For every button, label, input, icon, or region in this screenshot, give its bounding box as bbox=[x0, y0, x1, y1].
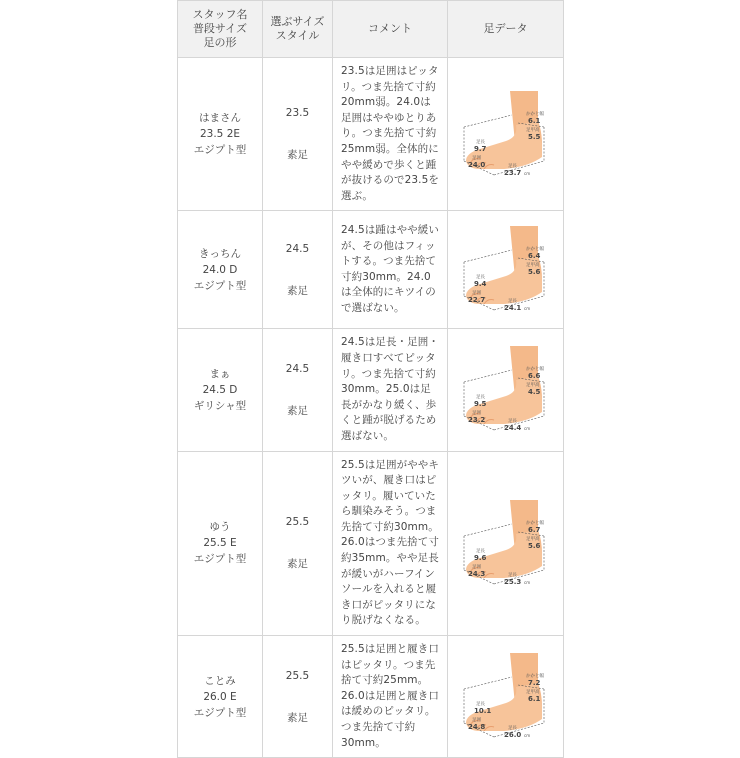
girth-label: 足囲 bbox=[471, 291, 481, 297]
table-row bbox=[178, 636, 564, 758]
header-row bbox=[178, 1, 564, 58]
instep-value: 5.5 bbox=[527, 132, 540, 141]
unit-label: cm bbox=[523, 733, 530, 739]
girth-label: 足囲 bbox=[471, 718, 481, 724]
length-value: 26.0 bbox=[503, 731, 521, 740]
girth-label: 足囲 bbox=[471, 155, 481, 161]
instep-value: 5.6 bbox=[527, 268, 540, 277]
staff-size-table bbox=[177, 0, 564, 758]
table-row bbox=[178, 211, 564, 329]
comment: 23.5は足囲はピッタリ。つま先捨て寸約20mm弱。24.0は足囲はややゆとりあり。つま先捨て寸約25mm弱。全体的にやや緩めで歩くと踵が抜けるので23.5を選ぶ。 bbox=[333, 58, 448, 211]
foot-shape: エジプト型 bbox=[193, 553, 247, 566]
instep-value: 5.6 bbox=[527, 541, 540, 550]
staff-cell bbox=[178, 329, 263, 451]
foot-diagram bbox=[458, 222, 554, 314]
instep-value: 6.1 bbox=[527, 695, 540, 704]
heel-value: 6.1 bbox=[527, 116, 540, 125]
instep-height-label: 足長 bbox=[475, 548, 485, 554]
chosen-size: 25.5 bbox=[285, 516, 310, 529]
girth-label: 足囲 bbox=[471, 411, 481, 417]
heel-value: 6.7 bbox=[527, 525, 540, 534]
staff-name: ゆう bbox=[209, 521, 231, 534]
size-cell bbox=[263, 636, 333, 758]
foot-shape: エジプト型 bbox=[193, 279, 247, 292]
heel-label: かかと幅 bbox=[525, 247, 544, 253]
girth-value: 24.3 bbox=[467, 569, 485, 578]
style: 素足 bbox=[287, 284, 308, 297]
heel-label: かかと幅 bbox=[525, 674, 544, 680]
unit-label: cm bbox=[523, 426, 530, 432]
staff-cell bbox=[178, 211, 263, 329]
usual-size: 26.0 E bbox=[203, 690, 237, 703]
length-label: 足長 bbox=[507, 299, 517, 305]
chosen-size: 25.5 bbox=[285, 669, 310, 682]
header-foot-data: 足データ bbox=[448, 1, 564, 58]
staff-cell bbox=[178, 636, 263, 758]
foot-diagram bbox=[458, 496, 554, 588]
heel-value: 7.2 bbox=[527, 679, 540, 688]
length-label: 足長 bbox=[507, 726, 517, 732]
instep-height-value: 9.4 bbox=[473, 280, 486, 289]
foot-data-cell bbox=[448, 451, 564, 636]
staff-cell bbox=[178, 451, 263, 636]
instep-value: 4.5 bbox=[527, 388, 540, 397]
heel-label: かかと幅 bbox=[525, 520, 544, 526]
chosen-size: 23.5 bbox=[285, 107, 310, 120]
table-row bbox=[178, 329, 564, 451]
size-cell bbox=[263, 329, 333, 451]
girth-value: 22.7 bbox=[467, 296, 485, 305]
style: 素足 bbox=[287, 149, 308, 162]
foot-data-cell bbox=[448, 636, 564, 758]
staff-name: まぁ bbox=[209, 367, 231, 380]
girth-value: 24.8 bbox=[467, 723, 485, 732]
staff-cell bbox=[178, 58, 263, 211]
instep-height-label: 足長 bbox=[475, 275, 485, 281]
heel-label: かかと幅 bbox=[525, 111, 544, 117]
length-label: 足長 bbox=[507, 419, 517, 425]
staff-name: ことみ bbox=[204, 674, 236, 687]
instep-height-value: 9.6 bbox=[473, 553, 486, 562]
instep-label: 足甲高 bbox=[525, 383, 539, 389]
comment: 24.5は足長・足囲・履き口すべてピッタリ。つま先捨て寸約30mm。25.0は足長がかなり緩く、歩くと踵が脱げるため選ばない。 bbox=[333, 329, 448, 451]
instep-height-value: 9.5 bbox=[473, 400, 486, 409]
comment: 25.5は足囲と履き口はピッタリ。つま先捨て寸約25mm。26.0は足囲と履き口は緩めのピッタリ。つま先捨て寸約30mm。 bbox=[333, 636, 448, 758]
table-row bbox=[178, 58, 564, 211]
instep-height-label: 足長 bbox=[475, 395, 485, 401]
foot-diagram bbox=[458, 342, 554, 434]
staff-name: きっちん bbox=[199, 247, 241, 260]
instep-label: 足甲高 bbox=[525, 690, 539, 696]
staff-name: はまさん bbox=[199, 112, 241, 125]
style: 素足 bbox=[287, 711, 308, 724]
foot-data-cell bbox=[448, 58, 564, 211]
girth-value: 24.0 bbox=[467, 160, 485, 169]
usual-size: 24.0 D bbox=[202, 263, 238, 276]
instep-label: 足甲高 bbox=[525, 263, 539, 269]
girth-value: 23.2 bbox=[467, 416, 485, 425]
length-label: 足長 bbox=[507, 163, 517, 169]
usual-size: 25.5 E bbox=[203, 537, 237, 550]
foot-shape: エジプト型 bbox=[193, 144, 247, 157]
instep-height-label: 足長 bbox=[475, 139, 485, 145]
comment: 25.5は足囲がややキツいが、履き口はピッタリ。履いていたら馴染みそう。つま先捨て寸約30mm。26.0はつま先捨て寸約35mm。やや足長が緩いがハーフインソールを入れると履き口がピッタリになり脱げなくなる。 bbox=[333, 451, 448, 636]
heel-label: かかと幅 bbox=[525, 367, 544, 373]
instep-label: 足甲高 bbox=[525, 127, 539, 133]
chosen-size: 24.5 bbox=[285, 362, 310, 375]
unit-label: cm bbox=[523, 306, 530, 312]
header-comment: コメント bbox=[333, 1, 448, 58]
header-staff: スタッフ名 普段サイズ 足の形 bbox=[178, 1, 263, 58]
unit-label: cm bbox=[523, 579, 530, 585]
size-cell bbox=[263, 451, 333, 636]
instep-height-label: 足長 bbox=[475, 702, 485, 708]
comment: 24.5は踵はやや緩いが、その他はフィットする。つま先捨て寸約30mm。24.0は全体的にキツイので選ばない。 bbox=[333, 211, 448, 329]
length-value: 24.1 bbox=[503, 304, 521, 313]
girth-label: 足囲 bbox=[471, 564, 481, 570]
foot-data-cell bbox=[448, 329, 564, 451]
length-value: 25.3 bbox=[503, 577, 521, 586]
instep-label: 足甲高 bbox=[525, 536, 539, 542]
instep-height-value: 9.7 bbox=[473, 144, 486, 153]
table-row bbox=[178, 451, 564, 636]
chosen-size: 24.5 bbox=[285, 242, 310, 255]
style: 素足 bbox=[287, 558, 308, 571]
header-size: 選ぶサイズ スタイル bbox=[263, 1, 333, 58]
foot-shape: エジプト型 bbox=[193, 706, 247, 719]
instep-height-value: 10.1 bbox=[473, 707, 491, 716]
style: 素足 bbox=[287, 404, 308, 417]
usual-size: 23.5 2E bbox=[199, 128, 241, 141]
foot-data-cell bbox=[448, 211, 564, 329]
heel-value: 6.6 bbox=[527, 372, 540, 381]
foot-diagram bbox=[458, 87, 554, 179]
size-cell bbox=[263, 211, 333, 329]
foot-diagram bbox=[458, 649, 554, 741]
usual-size: 24.5 D bbox=[202, 383, 238, 396]
length-value: 24.4 bbox=[503, 424, 521, 433]
heel-value: 6.4 bbox=[527, 252, 540, 261]
length-label: 足長 bbox=[507, 572, 517, 578]
size-cell bbox=[263, 58, 333, 211]
length-value: 23.7 bbox=[503, 168, 521, 177]
unit-label: cm bbox=[523, 170, 530, 176]
foot-shape: ギリシャ型 bbox=[193, 399, 247, 412]
